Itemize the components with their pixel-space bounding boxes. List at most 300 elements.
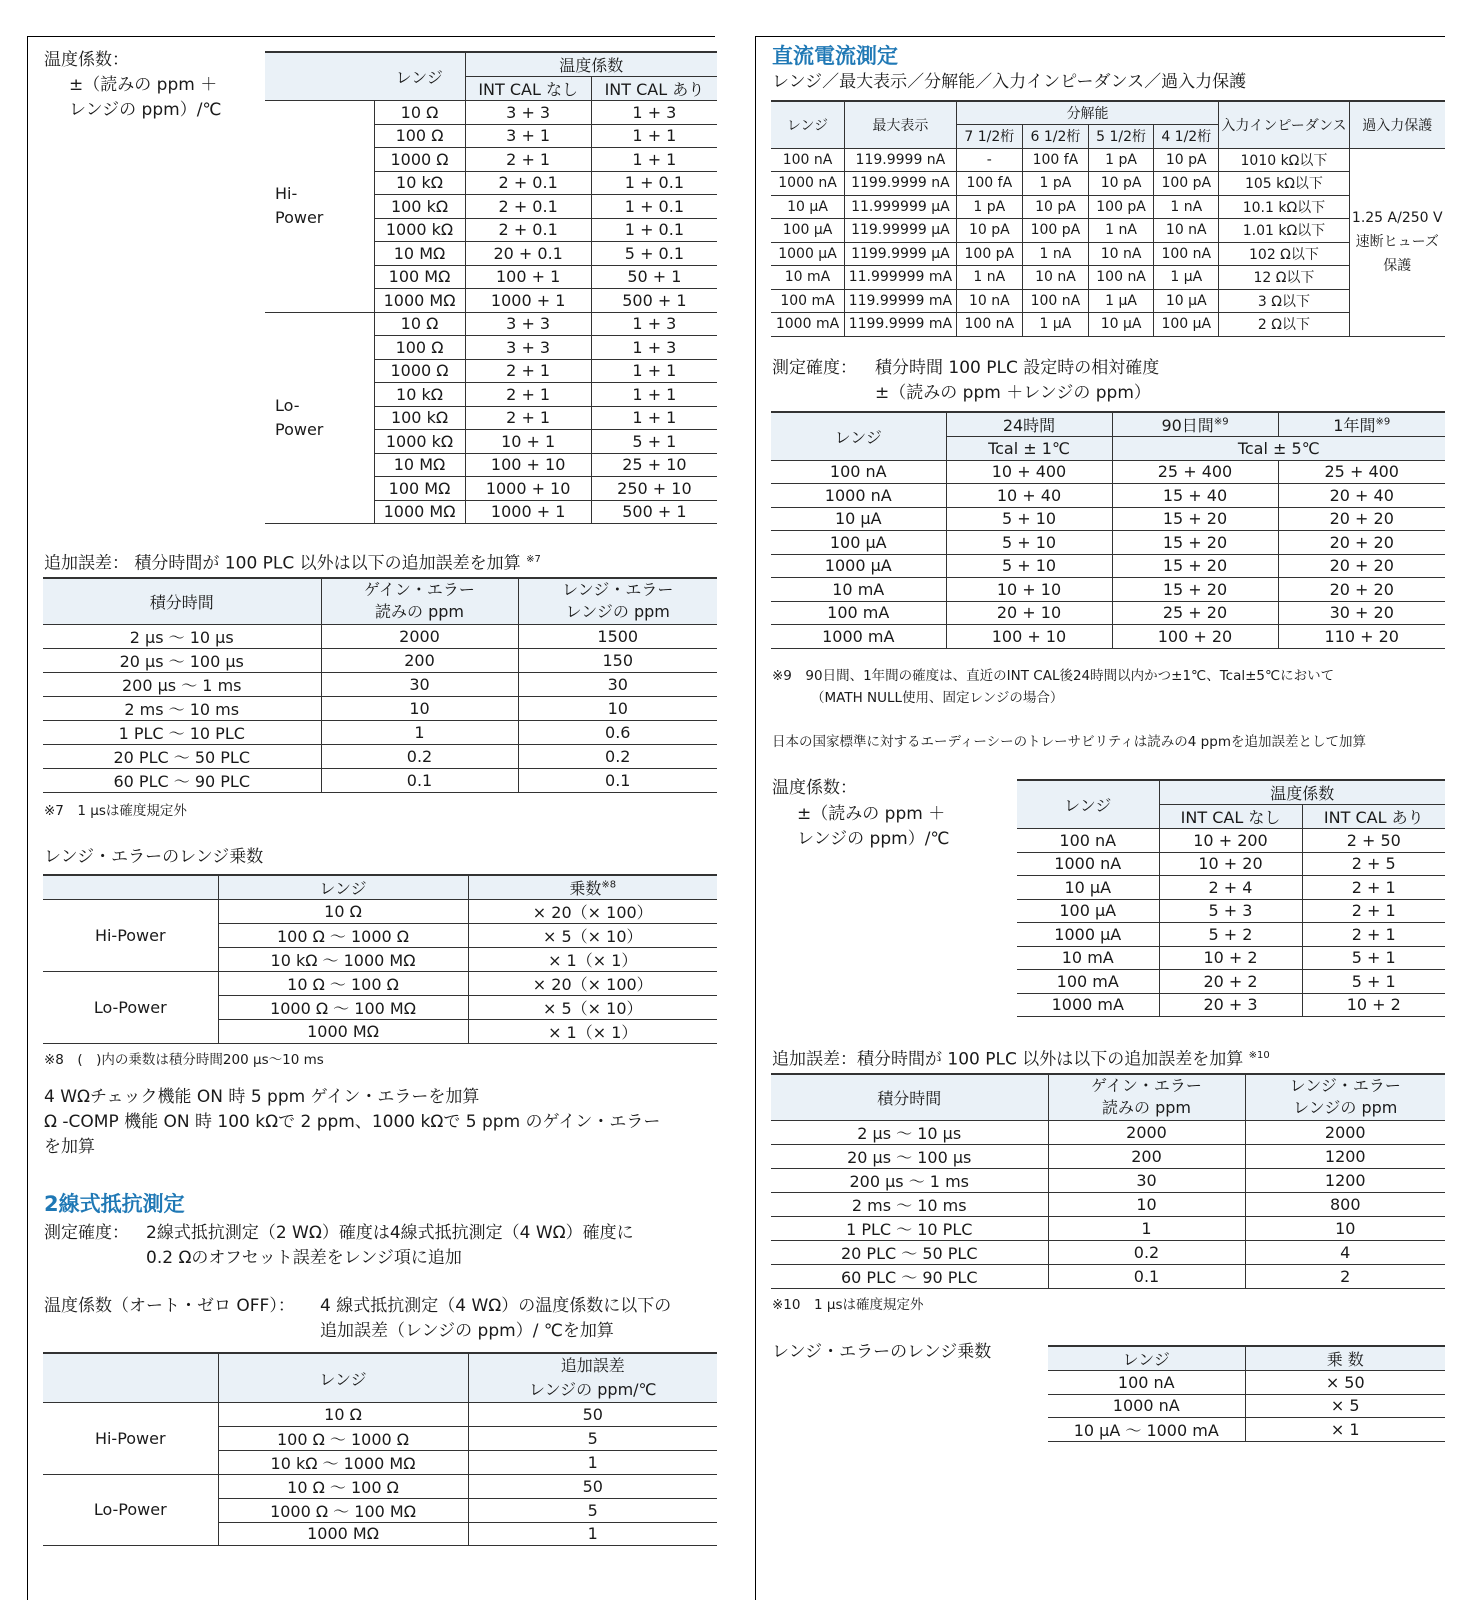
- table-cell: 15 + 20: [1112, 531, 1278, 555]
- table-row: [43, 672, 717, 696]
- table-row: [771, 601, 1445, 625]
- table-cell: 5 + 10: [946, 507, 1112, 531]
- table-cell: 2 µs ～ 10 µs: [43, 624, 321, 648]
- th-no-cal: INT CAL なし: [465, 77, 591, 101]
- table-cell: 10 Ω: [218, 1403, 468, 1427]
- table-cell: 100 + 10: [946, 625, 1112, 649]
- table-cell: 2 + 1: [465, 383, 591, 407]
- table-cell: 1: [468, 1522, 717, 1546]
- table-cell: 10 pA: [956, 219, 1022, 243]
- table-cell: -: [956, 148, 1022, 172]
- table-cell: 5 + 1: [591, 430, 717, 454]
- table-cell: 20 µs ～ 100 µs: [43, 648, 321, 672]
- r-add-error-label-text: 追加誤差：積分時間が 100 PLC 以外は以下の追加誤差を加算: [772, 1049, 1244, 1070]
- page-frame-top-right: [755, 36, 1445, 37]
- th-rtc-range: レンジ: [1017, 780, 1159, 829]
- table-cell: 12 Ω以下: [1219, 266, 1349, 290]
- th-d45: 4 1/2桁: [1154, 125, 1219, 149]
- mult-left-body: [43, 900, 717, 1044]
- table-cell: 10 kΩ: [374, 383, 465, 407]
- note-line1: 4 WΩチェック機能 ON 時 5 ppm ゲイン・エラーを加算: [44, 1087, 480, 1107]
- table-cell: 20 + 20: [1278, 531, 1445, 555]
- table-cell: 10 pA: [1154, 148, 1219, 172]
- table-row: [771, 1120, 1445, 1144]
- table-row: [771, 289, 1445, 313]
- table-row: [771, 531, 1445, 555]
- table-cell: 30: [1048, 1168, 1245, 1192]
- table-row: [771, 625, 1445, 649]
- table-cell: 10 µA ～ 1000 mA: [1048, 1418, 1245, 1442]
- acc-body: [771, 460, 1445, 648]
- table-cell: 1 + 0.1: [591, 218, 717, 242]
- table-cell: 1000 nA: [1017, 852, 1159, 876]
- table-cell: 1 + 1: [591, 148, 717, 172]
- th-range-2: レンジの ppm: [565, 602, 670, 622]
- table-cell: × 1（× 1）: [468, 1020, 717, 1044]
- table-cell: 100 Ω ～ 1000 Ω: [218, 1426, 468, 1450]
- table-cell: 15 + 40: [1112, 484, 1278, 508]
- table-cell: 2 + 4: [1159, 876, 1302, 900]
- table-cell: 100 mA: [771, 601, 946, 625]
- add-error-label-text: 追加誤差： 積分時間が 100 PLC 以外は以下の追加誤差を加算: [44, 553, 521, 574]
- table-cell: 10 MΩ: [374, 242, 465, 266]
- multiplier-table: [43, 874, 717, 1044]
- table-cell: 60 PLC ～ 90 PLC: [771, 1264, 1048, 1288]
- table-cell: 2 + 5: [1302, 852, 1445, 876]
- th-dc-range: レンジ: [771, 101, 845, 148]
- th-gain-2: 読みの ppm: [375, 602, 464, 622]
- dc-body: [771, 148, 1445, 336]
- table-cell: 0.2: [1048, 1240, 1245, 1264]
- r-mult-label: レンジ・エラーのレンジ乗数: [772, 1342, 992, 1362]
- th-r-range-1: レンジ・エラー: [1289, 1076, 1401, 1096]
- table-row: [1017, 970, 1445, 994]
- table-cell: 0.6: [518, 720, 717, 744]
- table-cell: 100 + 20: [1112, 625, 1278, 649]
- table-cell: 0.2: [518, 744, 717, 768]
- table-cell: 100 nA: [1048, 1371, 1245, 1395]
- table-cell: 20 + 20: [1278, 554, 1445, 578]
- table-row: [771, 507, 1445, 531]
- r-multiplier-table: [1048, 1345, 1445, 1442]
- table-cell: 2 + 0.1: [465, 218, 591, 242]
- r-tc-line1: ±（読みの ppm ＋: [797, 804, 946, 824]
- table-cell: 20 PLC ～ 50 PLC: [43, 744, 321, 768]
- table-cell: 25 + 20: [1112, 601, 1278, 625]
- tc-label: 温度係数：: [44, 50, 129, 70]
- th-range-err: [518, 578, 717, 624]
- acc-line1: 積分時間 100 PLC 設定時の相対確度: [875, 358, 1160, 378]
- th-h24: 24時間: [946, 412, 1112, 437]
- th-d90-ref: ※9: [1213, 416, 1229, 428]
- th-coef: 温度係数: [465, 52, 717, 77]
- group-lo-power: Lo- Power: [265, 312, 374, 524]
- th-r-time: 積分時間: [771, 1074, 1048, 1120]
- th-rtc-no-cal: INT CAL なし: [1159, 805, 1302, 829]
- table-cell: 2 + 0.1: [465, 195, 591, 219]
- table-row: [1048, 1371, 1445, 1395]
- table-cell: 100 mA: [771, 289, 845, 313]
- table-row: [43, 972, 717, 996]
- th-tw-add-1: 追加誤差: [560, 1356, 625, 1375]
- th-gain: [321, 578, 518, 624]
- page-frame-left: [27, 36, 28, 1600]
- table-cell: 10 Ω ～ 100 Ω: [218, 1474, 468, 1498]
- th-cal: INT CAL あり: [591, 77, 717, 101]
- table-cell: 5: [468, 1426, 717, 1450]
- table-cell: 10 µA: [1017, 876, 1159, 900]
- traceability-note: 日本の国家標準に対するエーディーシーのトレーサビリティは読みの4 ppmを追加誤差として加算: [772, 734, 1366, 750]
- th-tw-add-2: レンジの ppm/℃: [528, 1380, 657, 1399]
- table-cell: 10: [518, 696, 717, 720]
- table-cell: 1000 kΩ: [374, 218, 465, 242]
- table-cell: 30: [518, 672, 717, 696]
- table-cell: 1.01 kΩ以下: [1219, 219, 1349, 243]
- note-line2: Ω -COMP 機能 ON 時 100 kΩで 2 ppm、1000 kΩで 5 ppm のゲイン・エラー: [44, 1112, 661, 1132]
- table-cell: 100 pA: [1022, 219, 1088, 243]
- table-cell: 5 + 0.1: [591, 242, 717, 266]
- table-cell: × 5（× 10）: [468, 996, 717, 1020]
- table-cell: 1 + 1: [591, 406, 717, 430]
- table-cell: 20 µs ～ 100 µs: [771, 1144, 1048, 1168]
- table-cell: 2000: [1245, 1120, 1445, 1144]
- th-rtc-coef: 温度係数: [1159, 780, 1445, 805]
- table-cell: 100 pA: [1088, 195, 1153, 219]
- table-cell: 1000 Ω: [374, 359, 465, 383]
- table-cell: 10 + 10: [946, 578, 1112, 602]
- th-y1-ref: ※9: [1375, 416, 1391, 428]
- table-cell: 20 + 3: [1159, 993, 1302, 1017]
- tc-left-body: [265, 101, 717, 524]
- table-cell: 3 + 3: [465, 336, 591, 360]
- table-cell: 1 pA: [1022, 172, 1088, 196]
- table-cell: 800: [1245, 1192, 1445, 1216]
- table-cell: 1 + 1: [591, 383, 717, 407]
- table-cell: 1199.9999 µA: [845, 242, 957, 266]
- th-tw-add: [468, 1353, 717, 1403]
- table-cell: 10 nA: [1088, 242, 1153, 266]
- add-error-ref: ※7: [526, 554, 541, 565]
- table-row: [265, 101, 717, 125]
- table-cell: 10: [1048, 1192, 1245, 1216]
- table-row: [771, 460, 1445, 484]
- th-r-gain-2: 読みの ppm: [1102, 1098, 1191, 1118]
- table-row: [771, 1216, 1445, 1240]
- table-cell: 100 fA: [956, 172, 1022, 196]
- accuracy-table: [771, 411, 1445, 649]
- table-cell: 20 + 0.1: [465, 242, 591, 266]
- page-frame-top-left: [27, 36, 715, 37]
- table-cell: 119.9999 nA: [845, 148, 957, 172]
- two-wire-table: [43, 1352, 717, 1546]
- th-r-gain-1: ゲイン・エラー: [1091, 1076, 1202, 1096]
- table-row: [1017, 993, 1445, 1017]
- table-cell: 5 + 2: [1159, 923, 1302, 947]
- table-cell: × 1（× 1）: [468, 948, 717, 972]
- table-row: [1017, 899, 1445, 923]
- table-cell: 1 PLC ～ 10 PLC: [771, 1216, 1048, 1240]
- tw-acc-line2: 0.2 Ωのオフセット誤差をレンジ項に追加: [146, 1248, 462, 1268]
- th-blank: [265, 52, 374, 101]
- table-cell: 10 Ω: [374, 312, 465, 336]
- table-cell: 1 + 1: [591, 359, 717, 383]
- table-row: [43, 768, 717, 792]
- tw-acc-line1: 2線式抵抗測定（2 WΩ）確度は4線式抵抗測定（4 WΩ）確度に: [146, 1223, 634, 1243]
- r-tc-label: 温度係数：: [772, 778, 857, 798]
- table-cell: 1000 µA: [771, 554, 946, 578]
- table-cell: 10 + 400: [946, 460, 1112, 484]
- table-row: [771, 484, 1445, 508]
- table-row: [771, 219, 1445, 243]
- table-cell: 1200: [1245, 1144, 1445, 1168]
- r-add-error-table: [771, 1073, 1445, 1289]
- table-cell: 10 kΩ ～ 1000 MΩ: [218, 948, 468, 972]
- table-cell: 2 + 1: [1302, 899, 1445, 923]
- th-tcal1: Tcal ± 1℃: [946, 437, 1112, 461]
- table-cell: 1000 nA: [771, 484, 946, 508]
- table-cell: 100 nA: [956, 313, 1022, 337]
- table-cell: 10 mA: [1017, 946, 1159, 970]
- table-cell: 1000 + 10: [465, 477, 591, 501]
- dc-current-heading: 直流電流測定: [772, 44, 898, 68]
- tw-acc-label: 測定確度：: [44, 1223, 129, 1243]
- table-cell: 1500: [518, 624, 717, 648]
- table-cell: 20 + 20: [1278, 578, 1445, 602]
- table-cell: 1000 µA: [1017, 923, 1159, 947]
- current-temp-coef-table: [1017, 779, 1445, 1017]
- table-cell: 2 + 1: [465, 406, 591, 430]
- r-tc-line2: レンジの ppm）/℃: [797, 829, 950, 849]
- tc-line1: ±（読みの ppm ＋: [69, 75, 218, 95]
- ae-right-body: [771, 1120, 1445, 1288]
- table-cell: 1 pA: [1088, 148, 1153, 172]
- table-cell: 1: [1048, 1216, 1245, 1240]
- table-cell: 2 ms ～ 10 ms: [771, 1192, 1048, 1216]
- table-cell: 3 Ω以下: [1219, 289, 1349, 313]
- table-cell: 11.999999 µA: [845, 195, 957, 219]
- tw-tc-line1: 4 線式抵抗測定（4 WΩ）の温度係数に以下の: [320, 1296, 672, 1316]
- table-cell: 1: [468, 1450, 717, 1474]
- table-row: [771, 554, 1445, 578]
- table-cell: 10 mA: [771, 266, 845, 290]
- table-row: [1017, 829, 1445, 853]
- table-cell: 1000 + 1: [465, 289, 591, 313]
- th-range-1: レンジ・エラー: [562, 580, 674, 600]
- th-tw-blank: [43, 1353, 218, 1403]
- note-line3: を加算: [44, 1137, 95, 1157]
- table-cell: 15 + 20: [1112, 507, 1278, 531]
- table-cell: 10 + 20: [1159, 852, 1302, 876]
- table-cell: 10 + 2: [1302, 993, 1445, 1017]
- table-cell: 100 Ω: [374, 336, 465, 360]
- table-cell: 500 + 1: [591, 500, 717, 524]
- table-cell: 1200: [1245, 1168, 1445, 1192]
- table-cell: 1000 mA: [1017, 993, 1159, 1017]
- th-time: 積分時間: [43, 578, 321, 624]
- table-cell: 100 pA: [956, 242, 1022, 266]
- table-cell: 4: [1245, 1240, 1445, 1264]
- table-row: [771, 172, 1445, 196]
- tw-body: [43, 1403, 717, 1546]
- th-rtc-cal: INT CAL あり: [1302, 805, 1445, 829]
- table-cell: 100 µA: [1017, 899, 1159, 923]
- table-cell: 100 µA: [1154, 313, 1219, 337]
- table-cell: 1 + 1: [591, 124, 717, 148]
- table-cell: 100 MΩ: [374, 477, 465, 501]
- page-frame-middle: [755, 36, 756, 1600]
- table-cell: 30: [321, 672, 518, 696]
- table-row: [43, 900, 717, 924]
- table-row: [43, 720, 717, 744]
- table-cell: 5 + 10: [946, 554, 1112, 578]
- table-cell: 200 µs ～ 1 ms: [43, 672, 321, 696]
- table-cell: 0.1: [1048, 1264, 1245, 1288]
- table-cell: 100 nA: [1154, 242, 1219, 266]
- table-cell: 10 µA: [771, 507, 946, 531]
- table-cell: 10 nA: [956, 289, 1022, 313]
- table-cell: 2 + 50: [1302, 829, 1445, 853]
- table-cell: 102 Ω以下: [1219, 242, 1349, 266]
- table-cell: 1000 µA: [771, 242, 845, 266]
- table-cell: 105 kΩ以下: [1219, 172, 1349, 196]
- table-cell: 1199.9999 mA: [845, 313, 957, 337]
- table-row: [1017, 923, 1445, 947]
- table-row: [1017, 852, 1445, 876]
- th-d75: 7 1/2桁: [956, 125, 1022, 149]
- table-cell: 2 + 1: [465, 359, 591, 383]
- table-cell: 1000 nA: [1048, 1394, 1245, 1418]
- add-error-table: [43, 577, 717, 793]
- tc-line2: レンジの ppm）/℃: [69, 100, 222, 120]
- r-add-error-label: [772, 1043, 1270, 1073]
- table-cell: 0.2: [321, 744, 518, 768]
- table-cell: 10 MΩ: [374, 453, 465, 477]
- table-cell: 1000 MΩ: [218, 1020, 468, 1044]
- table-cell: 10 nA: [1022, 266, 1088, 290]
- th-y1: [1278, 412, 1445, 437]
- table-cell: 15 + 20: [1112, 578, 1278, 602]
- table-cell: 100 kΩ: [374, 195, 465, 219]
- table-cell: 1 + 3: [591, 336, 717, 360]
- table-cell: 2 + 1: [1302, 923, 1445, 947]
- group-lo-power: Lo-Power: [43, 972, 218, 1044]
- table-cell: 250 + 10: [591, 477, 717, 501]
- table-cell: 10 pA: [1088, 172, 1153, 196]
- add-error-label: [44, 547, 541, 577]
- table-cell: 10 + 200: [1159, 829, 1302, 853]
- table-cell: 10 mA: [771, 578, 946, 602]
- table-cell: 11.999999 mA: [845, 266, 957, 290]
- th-dc-prot: 過入力保護: [1349, 101, 1445, 148]
- tw-tc-line2: 追加誤差（レンジの ppm）/ ℃を加算: [320, 1321, 614, 1341]
- table-cell: 100 nA: [771, 148, 845, 172]
- th-rm-mult: 乗 数: [1245, 1346, 1445, 1371]
- th-tcal5: Tcal ± 5℃: [1112, 437, 1445, 461]
- table-cell: 10 + 2: [1159, 946, 1302, 970]
- table-cell: 1000 MΩ: [374, 289, 465, 313]
- table-cell: 10.1 kΩ以下: [1219, 195, 1349, 219]
- table-cell: 1000 Ω ～ 100 MΩ: [218, 1498, 468, 1522]
- table-cell: 10: [1245, 1216, 1445, 1240]
- table-cell: 5 + 1: [1302, 970, 1445, 994]
- table-cell: 3 + 3: [465, 101, 591, 125]
- table-cell: 100 kΩ: [374, 406, 465, 430]
- dc-current-table: [771, 100, 1445, 337]
- table-cell: 50: [468, 1403, 717, 1427]
- table-cell: 100 µA: [771, 531, 946, 555]
- table-cell: 1 + 0.1: [591, 195, 717, 219]
- table-cell: 100 nA: [1017, 829, 1159, 853]
- table-cell: 100 nA: [771, 460, 946, 484]
- th-dc-res: 分解能: [956, 101, 1219, 125]
- table-cell: 1000 mA: [771, 625, 946, 649]
- table-row: [43, 744, 717, 768]
- table-cell: 1199.9999 nA: [845, 172, 957, 196]
- th-acc-range: レンジ: [771, 412, 946, 460]
- table-cell: 1010 kΩ以下: [1219, 148, 1349, 172]
- table-cell: 500 + 1: [591, 289, 717, 313]
- th-dc-imp: 入力インピーダンス: [1219, 101, 1349, 148]
- table-cell: 100 mA: [1017, 970, 1159, 994]
- th-mult-label: 乗数: [569, 879, 602, 898]
- footnote-10: ※10 1 µsは確度規定外: [772, 1297, 924, 1313]
- table-cell: 20 + 10: [946, 601, 1112, 625]
- table-row: [771, 148, 1445, 172]
- table-cell: 20 + 40: [1278, 484, 1445, 508]
- table-cell: 1000 nA: [771, 172, 845, 196]
- ae-left-body: [43, 624, 717, 792]
- table-cell: 1000 Ω ～ 100 MΩ: [218, 996, 468, 1020]
- table-row: [43, 696, 717, 720]
- table-cell: 1000 + 1: [465, 500, 591, 524]
- th-y1-label: 1年間: [1333, 416, 1376, 435]
- table-cell: 25 + 400: [1278, 460, 1445, 484]
- table-cell: 10 Ω ～ 100 Ω: [218, 972, 468, 996]
- th-r-range-err: [1245, 1074, 1445, 1120]
- table-row: [1048, 1394, 1445, 1418]
- group-hi-power: Hi-Power: [43, 1403, 218, 1475]
- table-cell: 100 Ω ～ 1000 Ω: [218, 924, 468, 948]
- table-cell: 100 + 10: [465, 453, 591, 477]
- table-cell: 1 nA: [1088, 219, 1153, 243]
- rtc-body: [1017, 829, 1445, 1017]
- table-cell: 1 nA: [1154, 195, 1219, 219]
- table-row: [771, 266, 1445, 290]
- th-mult-ref: ※8: [601, 879, 617, 891]
- table-cell: 10 + 1: [465, 430, 591, 454]
- resistance-temp-coef-table: [265, 51, 717, 524]
- table-row: [43, 624, 717, 648]
- table-cell: 1 + 3: [591, 101, 717, 125]
- table-row: [771, 1144, 1445, 1168]
- rm-body: [1048, 1371, 1445, 1442]
- table-cell: 3 + 1: [465, 124, 591, 148]
- table-cell: 10 µA: [1154, 289, 1219, 313]
- table-cell: 2 + 1: [1302, 876, 1445, 900]
- th-range: レンジ: [374, 52, 465, 101]
- table-cell: 50: [468, 1474, 717, 1498]
- table-cell: 100 µA: [771, 219, 845, 243]
- table-cell: 1000 MΩ: [374, 500, 465, 524]
- table-cell: 25 + 400: [1112, 460, 1278, 484]
- mult-label: レンジ・エラーのレンジ乗数: [44, 847, 264, 867]
- two-wire-heading: 2線式抵抗測定: [44, 1192, 185, 1216]
- table-cell: 1: [321, 720, 518, 744]
- table-cell: 110 + 20: [1278, 625, 1445, 649]
- table-cell: 10 Ω: [218, 900, 468, 924]
- table-row: [1017, 876, 1445, 900]
- th-d90-label: 90日間: [1161, 416, 1214, 435]
